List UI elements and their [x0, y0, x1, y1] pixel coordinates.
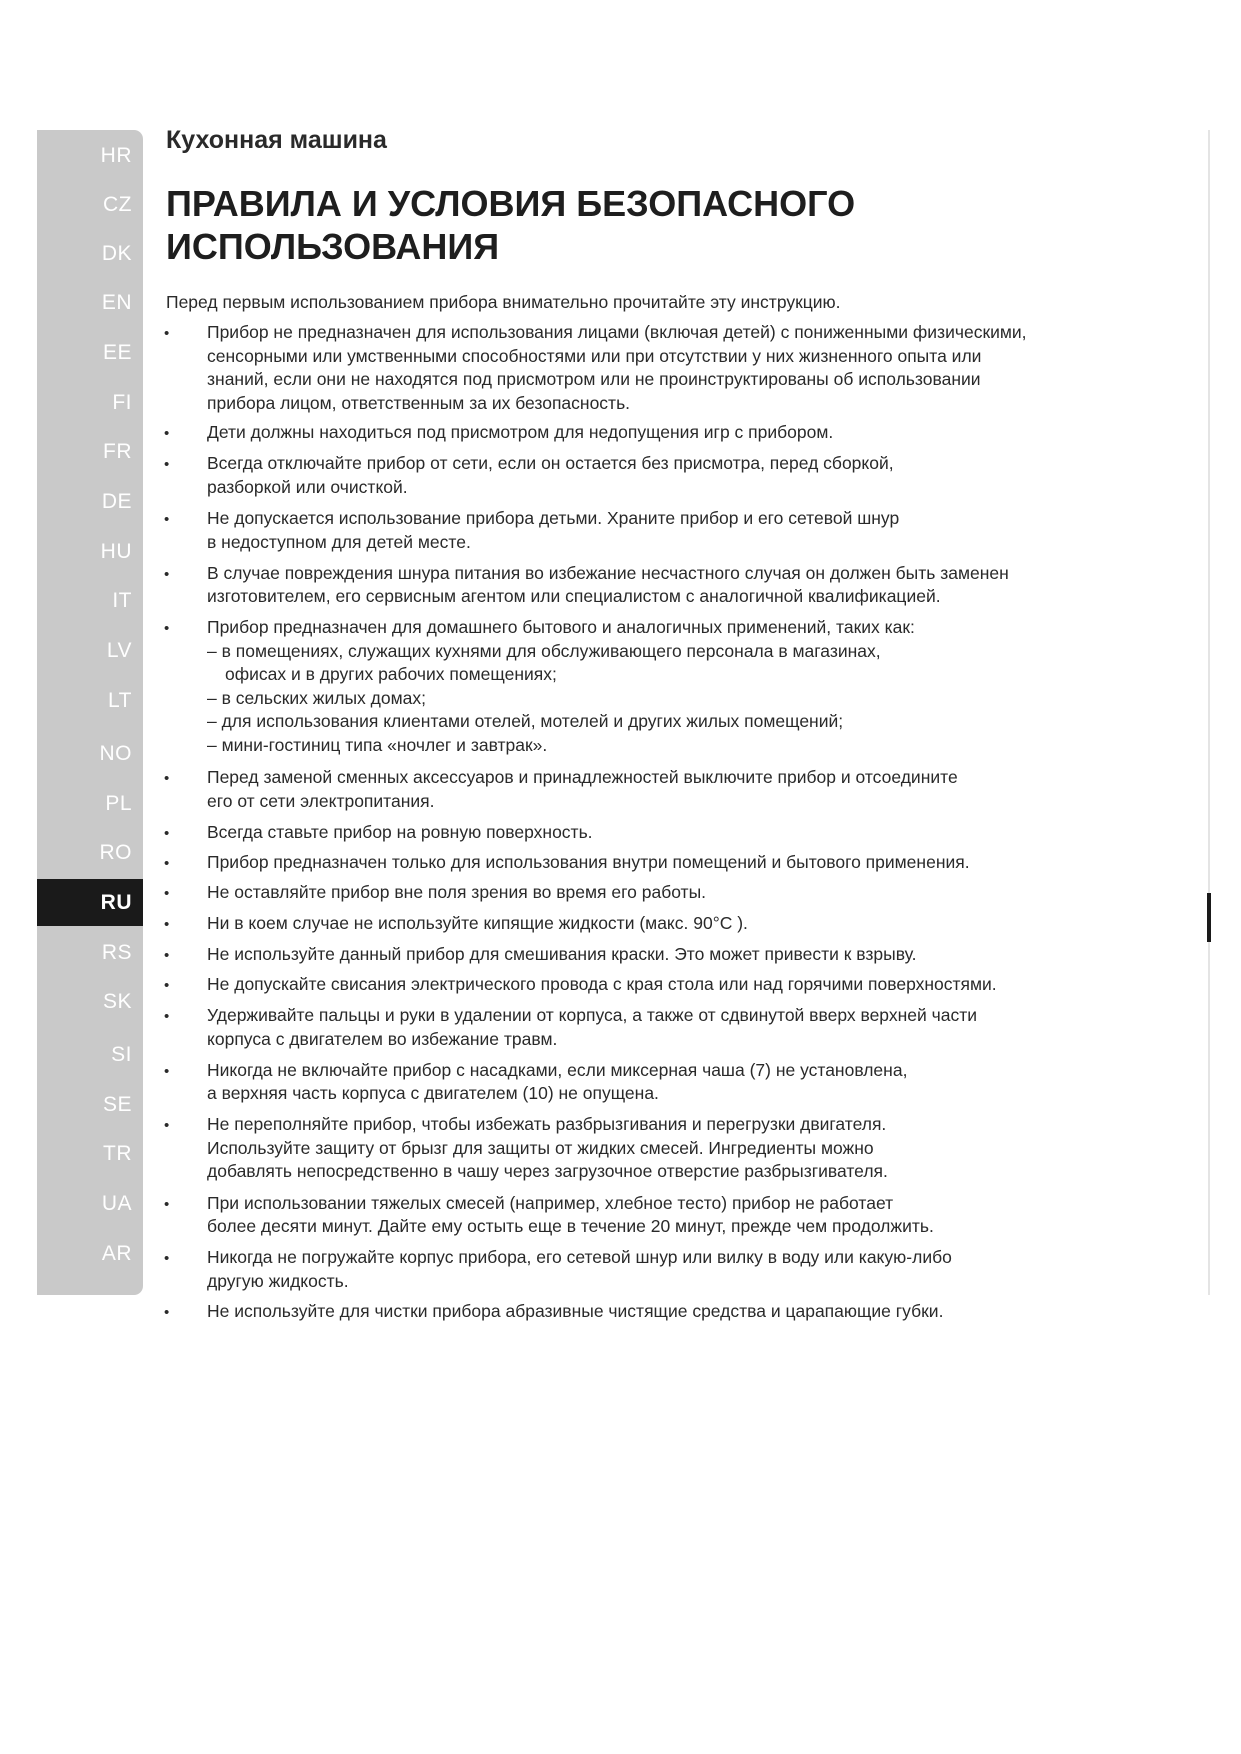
list-item-line: Используйте защиту от брызг для защиты от жидких смесей. Ингредиенты можно	[207, 1138, 874, 1158]
bullet-icon: •	[164, 1196, 170, 1213]
product-subtitle: Кухонная машина	[166, 126, 387, 154]
bullet-icon: •	[164, 825, 170, 842]
list-item-line: Не используйте для чистки прибора абразивные чистящие средства и царапающие губки.	[207, 1301, 944, 1321]
lang-tab-de[interactable]: DE	[101, 490, 132, 513]
right-edge-rule	[1208, 130, 1210, 1295]
lang-tab-dk[interactable]: DK	[101, 242, 132, 265]
lang-tab-rs[interactable]: RS	[101, 941, 132, 964]
list-item-line: разборкой или очисткой.	[207, 477, 408, 497]
bullet-icon: •	[164, 456, 170, 473]
page-title-line-1: ПРАВИЛА И УСЛОВИЯ БЕЗОПАСНОГО	[166, 183, 856, 224]
right-edge-section-marker	[1207, 893, 1211, 942]
list-item-line: Не используйте данный прибор для смешивания краски. Это может привести к взрыву.	[207, 944, 917, 964]
lang-tab-lv[interactable]: LV	[106, 639, 132, 662]
bullet-icon: •	[164, 1008, 170, 1025]
lang-tab-hu[interactable]: HU	[100, 540, 132, 563]
bullet-icon: •	[164, 885, 170, 902]
list-item-line: – в сельских жилых домах;	[207, 688, 426, 708]
list-item-line: Не переполняйте прибор, чтобы избежать разбрызгивания и перегрузки двигателя.	[207, 1114, 887, 1134]
list-item-line: Перед заменой сменных аксессуаров и принадлежностей выключите прибор и отсоедините	[207, 767, 958, 787]
list-item-line: Прибор предназначен только для использования внутри помещений и бытового применения.	[207, 852, 970, 872]
list-item-line: – для использования клиентами отелей, мотелей и других жилых помещений;	[207, 711, 844, 731]
list-item-line: Прибор не предназначен для использования лицами (включая детей) с пониженными физическими,	[207, 322, 1027, 342]
page-title	[166, 182, 1166, 268]
lang-tab-en[interactable]: EN	[101, 291, 132, 314]
bullet-icon: •	[164, 1304, 170, 1321]
list-item-line: корпуса с двигателем во избежание травм.	[207, 1029, 558, 1049]
bullet-icon: •	[164, 947, 170, 964]
lang-tab-no[interactable]: NO	[99, 742, 132, 765]
bullet-icon: •	[164, 916, 170, 933]
list-item-line: Всегда ставьте прибор на ровную поверхность.	[207, 822, 593, 842]
lang-tab-fi[interactable]: FI	[112, 391, 132, 414]
list-item-line: Прибор предназначен для домашнего бытового и аналогичных применений, таких как:	[207, 617, 915, 637]
list-item-line: в недоступном для детей месте.	[207, 532, 471, 552]
lang-tab-ee[interactable]: EE	[102, 341, 132, 364]
lang-tab-si[interactable]: SI	[111, 1043, 132, 1066]
list-item-line: добавлять непосредственно в чашу через загрузочное отверстие разбрызгивателя.	[207, 1161, 888, 1181]
list-item-line: его от сети электропитания.	[207, 791, 435, 811]
list-item-line: офисах и в других рабочих помещениях;	[225, 664, 557, 684]
bullet-icon: •	[164, 1250, 170, 1267]
lang-tab-tr[interactable]: TR	[103, 1142, 132, 1165]
bullet-icon: •	[164, 566, 170, 583]
lang-tab-hr[interactable]: HR	[100, 144, 132, 167]
list-item-line: изготовителем, его сервисным агентом или специалистом с аналогичной квалификацией.	[207, 586, 941, 606]
lang-tab-it[interactable]: IT	[112, 589, 132, 612]
lang-tab-pl[interactable]: PL	[105, 792, 132, 815]
bullet-icon: •	[164, 1117, 170, 1134]
list-item-line: – мини-гостиниц типа «ночлег и завтрак».	[207, 735, 548, 755]
list-item-line: более десяти минут. Дайте ему остыть еще в течение 20 минут, прежде чем продолжить.	[207, 1216, 934, 1236]
list-item-line: Всегда отключайте прибор от сети, если он остается без присмотра, перед сборкой,	[207, 453, 894, 473]
list-item-line: знаний, если они не находятся под присмотром или не проинструктированы об использовании	[207, 369, 981, 389]
list-item-line: прибора лицом, ответственным за их безопасность.	[207, 393, 631, 413]
list-item-line: Никогда не включайте прибор с насадками, если миксерная чаша (7) не установлена,	[207, 1060, 908, 1080]
bullet-icon: •	[164, 511, 170, 528]
list-item-line: При использовании тяжелых смесей (например, хлебное тесто) прибор не работает	[207, 1193, 894, 1213]
page-title-line-2: ИСПОЛЬЗОВАНИЯ	[166, 226, 500, 267]
list-item-line: сенсорными или умственными способностями или при отсутствии у них жизненного опыта или	[207, 346, 982, 366]
list-item-line: Дети должны находиться под присмотром для недопущения игр с прибором.	[207, 422, 834, 442]
language-sidebar	[37, 130, 143, 1295]
list-item-line: Не допускайте свисания электрического провода с края стола или над горячими поверхностями.	[207, 974, 997, 994]
bullet-icon: •	[164, 770, 170, 787]
lang-tab-ar[interactable]: AR	[101, 1242, 132, 1265]
lang-tab-se[interactable]: SE	[102, 1093, 132, 1116]
intro-text: Перед первым использованием прибора внимательно прочитайте эту инструкцию.	[166, 292, 841, 312]
list-item-line: Ни в коем случае не используйте кипящие жидкости (макс. 90°C ).	[207, 913, 748, 933]
list-item-line: Не оставляйте прибор вне поля зрения во время его работы.	[207, 882, 707, 902]
bullet-icon: •	[164, 977, 170, 994]
lang-tab-sk[interactable]: SK	[102, 990, 132, 1013]
bullet-icon: •	[164, 425, 170, 442]
lang-tab-fr[interactable]: FR	[103, 440, 132, 463]
lang-tab-lt[interactable]: LT	[108, 689, 132, 712]
lang-tab-ro[interactable]: RO	[99, 841, 132, 864]
lang-tab-ru-active[interactable]: RU	[37, 879, 143, 926]
list-item-line: другую жидкость.	[207, 1271, 349, 1291]
lang-tab-cz[interactable]: CZ	[103, 193, 132, 216]
bullet-icon: •	[164, 855, 170, 872]
list-item-line: а верхняя часть корпуса с двигателем (10) не опущена.	[207, 1083, 659, 1103]
lang-tab-ua[interactable]: UA	[101, 1192, 132, 1215]
list-item-line: – в помещениях, служащих кухнями для обслуживающего персонала в магазинах,	[207, 641, 881, 661]
bullet-icon: •	[164, 325, 170, 342]
list-item-line: Никогда не погружайте корпус прибора, его сетевой шнур или вилку в воду или какую-либо	[207, 1247, 952, 1267]
list-item-line: Удерживайте пальцы и руки в удалении от корпуса, а также от сдвинутой вверх верхней части	[207, 1005, 978, 1025]
list-item-line: Не допускается использование прибора детьми. Храните прибор и его сетевой шнур	[207, 508, 900, 528]
list-item-line: В случае повреждения шнура питания во избежание несчастного случая он должен быть заменен	[207, 563, 1009, 583]
bullet-icon: •	[164, 620, 170, 637]
bullet-icon: •	[164, 1063, 170, 1080]
